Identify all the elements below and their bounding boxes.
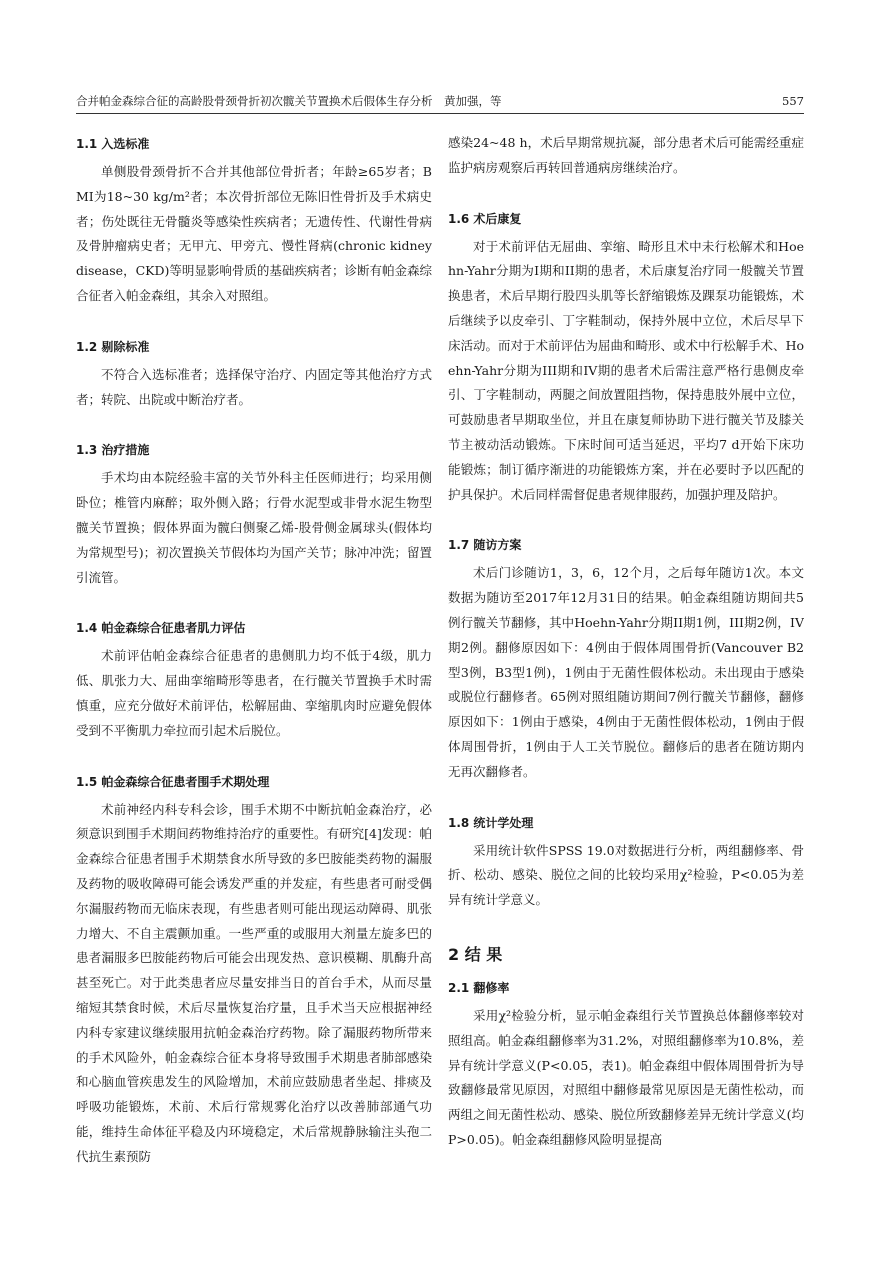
- section-1-4: [76, 615, 432, 743]
- section-heading: 1.6 术后康复: [448, 211, 522, 226]
- section-1-8: [448, 810, 804, 913]
- section-heading: 2.1 翻修率: [448, 980, 510, 995]
- section-2-results: [448, 938, 804, 1153]
- section-heading: 1.3 治疗措施: [76, 443, 150, 458]
- section-1-5-continued: [448, 131, 804, 181]
- section-heading: 1.7 随访方案: [448, 538, 522, 553]
- section-heading: 1.5 帕金森综合征患者围手术期处理: [76, 774, 270, 789]
- section-paragraph: 手术均由本院经验丰富的关节外科主任医师进行；均采用侧卧位；椎管内麻醉；取外侧入路；行骨水泥型或非骨水泥生物型髋关节置换；假体界面为髋臼侧聚乙烯-股骨侧金属球头(假体均为常规型号)；初次置换关节假体均为国产关节；脉冲冲洗；留置引流管。: [76, 470, 432, 585]
- results-heading: 2 结 果: [448, 944, 503, 964]
- section-paragraph: 感染24~48 h，术后早期常规抗凝，部分患者术后可能需经重症监护病房观察后再转回普通病房继续治疗。: [448, 135, 804, 175]
- section-paragraph: 术前评估帕金森综合征患者的患侧肌力均不低于4级，肌力低、肌张力大、屈曲挛缩畸形等患者，在行髋关节置换手术时需慎重，应充分做好术前评估，松解屈曲、挛缩肌肉时应避免假体受到不平衡肌力牵拉而引起术后脱位。: [76, 648, 432, 738]
- section-paragraph: 不符合入选标准者；选择保守治疗、内固定等其他治疗方式者；转院、出院或中断治疗者。: [76, 366, 432, 407]
- section-heading: 1.4 帕金森综合征患者肌力评估: [76, 621, 246, 636]
- section-paragraph: 术后门诊随访1，3，6，12个月，之后每年随访1次。本文数据为随访至2017年12月31日的结果。帕金森组随访期间共5例行髋关节翻修，其中Hoehn-Yahr分期II期1例，III期2例，IV期2例。翻修原因如下：4例由于假体周围骨折(Vancouver B2型3例，B3型1例)，1例由于无菌性假体松动。未出现由于感染或脱位行翻修者。65例对照组随访期间7例行髋关节翻修，翻修原因如下：1例由于感染，4例由于无菌性假体松动，1例由于假体周围骨折，1例由于人工关节脱位。翻修后的患者在随访期内无再次翻修者。: [448, 565, 804, 779]
- left-column: [76, 131, 432, 1261]
- section-1-5: [76, 769, 432, 1170]
- header-divider: [76, 113, 804, 114]
- section-1-7: [448, 532, 804, 784]
- section-paragraph: 对于术前评估无屈曲、挛缩、畸形且术中未行松解术和Hoehn-Yahr分期为I期和II期的患者，术后康复治疗同一般髋关节置换患者，术后早期行股四头肌等长舒缩锻炼及踝泵功能锻炼，术后继续予以皮牵引、丁字鞋制动，保持外展中立位，术后尽早下床活动。而对于术前评估为屈曲和畸形、或术中行松解手术、Hoehn-Yahr分期为III期和IV期的患者术后需注意严格行患侧皮牵引、丁字鞋制动，两腿之间放置阻挡物，保持患肢外展中立位，可鼓励患者早期取坐位，并且在康复师协助下进行髋关节及膝关节主被动活动锻炼。下床时间可适当延迟，平均7 d开始下床功能锻炼；制订循序渐进的功能锻炼方案，并在必要时予以匹配的护具保护。术后同样需督促患者规律服药，加强护理及陪护。: [448, 238, 804, 502]
- section-paragraph: 单侧股骨颈骨折不合并其他部位骨折者；年龄≥65岁者；BMI为18~30 kg/m²者；本次骨折部位无陈旧性骨折及手术病史者；伤处既往无骨髓炎等感染性疾病者；无遗传性、代谢性骨病及骨肿瘤病史者；无甲亢、甲旁亢、慢性肾病(chronic kidney disease，CKD)等明显影响骨质的基础疾病者；诊断有帕金森综合征者入帕金森组，其余入对照组。: [76, 164, 432, 303]
- section-heading: 1.1 入选标准: [76, 137, 150, 151]
- right-column: [448, 131, 804, 1261]
- section-1-3: [76, 437, 432, 590]
- section-1-2: [76, 334, 432, 413]
- section-heading: 1.2 剔除标准: [76, 339, 150, 354]
- page-number: 557: [782, 94, 804, 108]
- section-heading: 1.8 统计学处理: [448, 815, 534, 830]
- running-header: [76, 92, 804, 110]
- section-1-6: [448, 206, 804, 508]
- section-paragraph: 术前神经内科专科会诊，围手术期不中断抗帕金森治疗，必须意识到围手术期间药物维持治疗的重要性。有研究[4]发现：帕金森综合征患者围手术期禁食水所导致的多巴胺能类药物的漏服及药物的吸收障碍可能会诱发严重的并发症，有些患者可耐受偶尔漏服药物而无临床表现，有些患者则可能出现运动障碍、肌张力增大、不自主震颤加重。一些严重的或服用大剂量左旋多巴的患者漏服多巴胺能药物后可能会出现发热、意识模糊、肌酶升高甚至死亡。对于此类患者应尽量安排当日的首台手术，从而尽量缩短其禁食时候，术后尽量恢复治疗量，且手术当天应根据神经内科专家建议继续服用抗帕金森治疗药物。除了漏服药物所带来的手术风险外，帕金森综合征本身将导致围手术期患者肺部感染和心脑血管疾患发生的风险增加，术前应鼓励患者坐起、排痰及呼吸功能锻炼，术前、术后行常规雾化治疗以改善肺部通气功能，维持生命体征平稳及内环境稳定，术后常规静脉输注头孢二代抗生素预防: [76, 801, 432, 1164]
- article-running-title: 合并帕金森综合征的高龄股骨颈骨折初次髋关节置换术后假体生存分析 黄加强，等: [76, 94, 502, 108]
- section-paragraph: 采用统计软件SPSS 19.0对数据进行分析，两组翻修率、骨折、松动、感染、脱位之间的比较均采用χ²检验，P<0.05为差异有统计学意义。: [448, 842, 804, 908]
- section-paragraph: 采用χ²检验分析，显示帕金森组行关节置换总体翻修率较对照组高。帕金森组翻修率为31.2%，对照组翻修率为10.8%，差异有统计学意义(P<0.05，表1)。帕金森组中假体周围骨折为导致翻修最常见原因，对照组中翻修最常见原因是无菌性松动，而两组之间无菌性松动、感染、脱位所致翻修差异无统计学意义(均P>0.05)。帕金森组翻修风险明显提高: [448, 1007, 804, 1147]
- section-1-1: [76, 131, 432, 309]
